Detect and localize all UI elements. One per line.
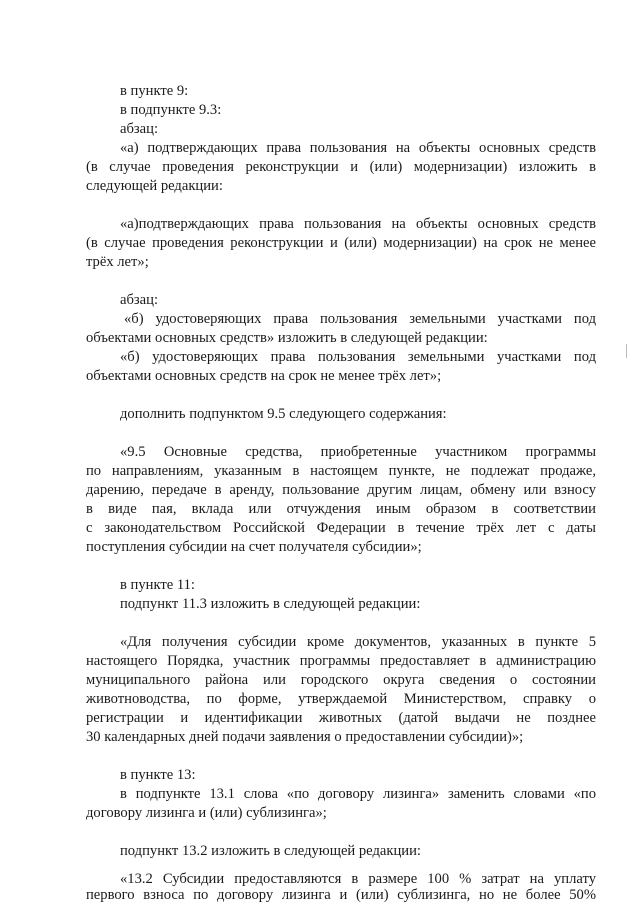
- text-line: в подпункте 9.3:: [120, 102, 222, 118]
- text-line: трёх лет»;: [86, 254, 149, 270]
- text-line: животноводства, по форме, утверждаемой Министерством, справку о: [86, 691, 596, 707]
- text-line: «б) удостоверяющих права пользования земельными участками под: [120, 349, 596, 365]
- text-line: в пункте 13:: [120, 767, 196, 783]
- text-line: регистрации и идентификации животных (датой выдачи не позднее: [86, 710, 596, 726]
- text-line: с законодательством Российской Федерации в течение трёх лет с даты: [86, 520, 596, 536]
- text-line: подпункт 11.3 изложить в следующей редакции:: [120, 596, 421, 612]
- text-line: «13.2 Субсидии предоставляются в размере 100 % затрат на уплату: [120, 871, 596, 887]
- text-line: абзац:: [120, 292, 159, 308]
- text-line: (в случае проведения реконструкции и (или) модернизации) на срок не менее: [86, 235, 596, 251]
- text-line: в пункте 11:: [120, 577, 195, 593]
- text-line: следующей редакции:: [86, 178, 223, 194]
- text-line: «б) удостоверяющих права пользования земельными участками под: [124, 311, 596, 327]
- text-line: 30 календарных дней подачи заявления о предоставлении субсидии)»;: [86, 729, 524, 745]
- text-line: настоящего Порядка, участник программы предоставляет в администрацию: [86, 653, 596, 669]
- scan-margin-mark: [626, 344, 627, 358]
- text-line: подпункт 13.2 изложить в следующей редакции:: [120, 843, 421, 859]
- text-line: в подпункте 13.1 слова «по договору лизинга» заменить словами «по: [120, 786, 596, 802]
- text-line: абзац:: [120, 121, 159, 137]
- text-line: поступления субсидии на счет получателя субсидии»;: [86, 539, 422, 555]
- text-line: договору лизинга и (или) сублизинга»;: [86, 805, 327, 821]
- text-line: первого взноса по договору лизинга и (или) сублизинга, но не более 50%: [86, 887, 596, 903]
- text-line: муниципального района или городского округа сведения о состоянии: [86, 672, 596, 688]
- text-line: «а) подтверждающих права пользования на объекты основных средств: [120, 140, 596, 156]
- text-line: в пункте 9:: [120, 83, 189, 99]
- text-line: (в случае проведения реконструкции и (или) модернизации) изложить в: [86, 159, 596, 175]
- text-line: «9.5 Основные средства, приобретенные участником программы: [120, 444, 596, 460]
- text-line: по направлениям, указанным в настоящем пункте, не подлежат продаже,: [86, 463, 596, 479]
- text-line: «а)подтверждающих права пользования на объекты основных средств: [120, 216, 596, 232]
- text-line: объектами основных средств» изложить в следующей редакции:: [86, 330, 488, 346]
- text-line: дарению, передаче в аренду, пользование другим лицам, обмену или взносу: [86, 482, 596, 498]
- text-line: объектами основных средств на срок не менее трёх лет»;: [86, 368, 442, 384]
- text-line: «Для получения субсидии кроме документов, указанных в пункте 5: [120, 634, 596, 650]
- text-line: в виде пая, вклада или отчуждения иным образом в соответствии: [86, 501, 596, 517]
- text-line: дополнить подпунктом 9.5 следующего содержания:: [120, 406, 447, 422]
